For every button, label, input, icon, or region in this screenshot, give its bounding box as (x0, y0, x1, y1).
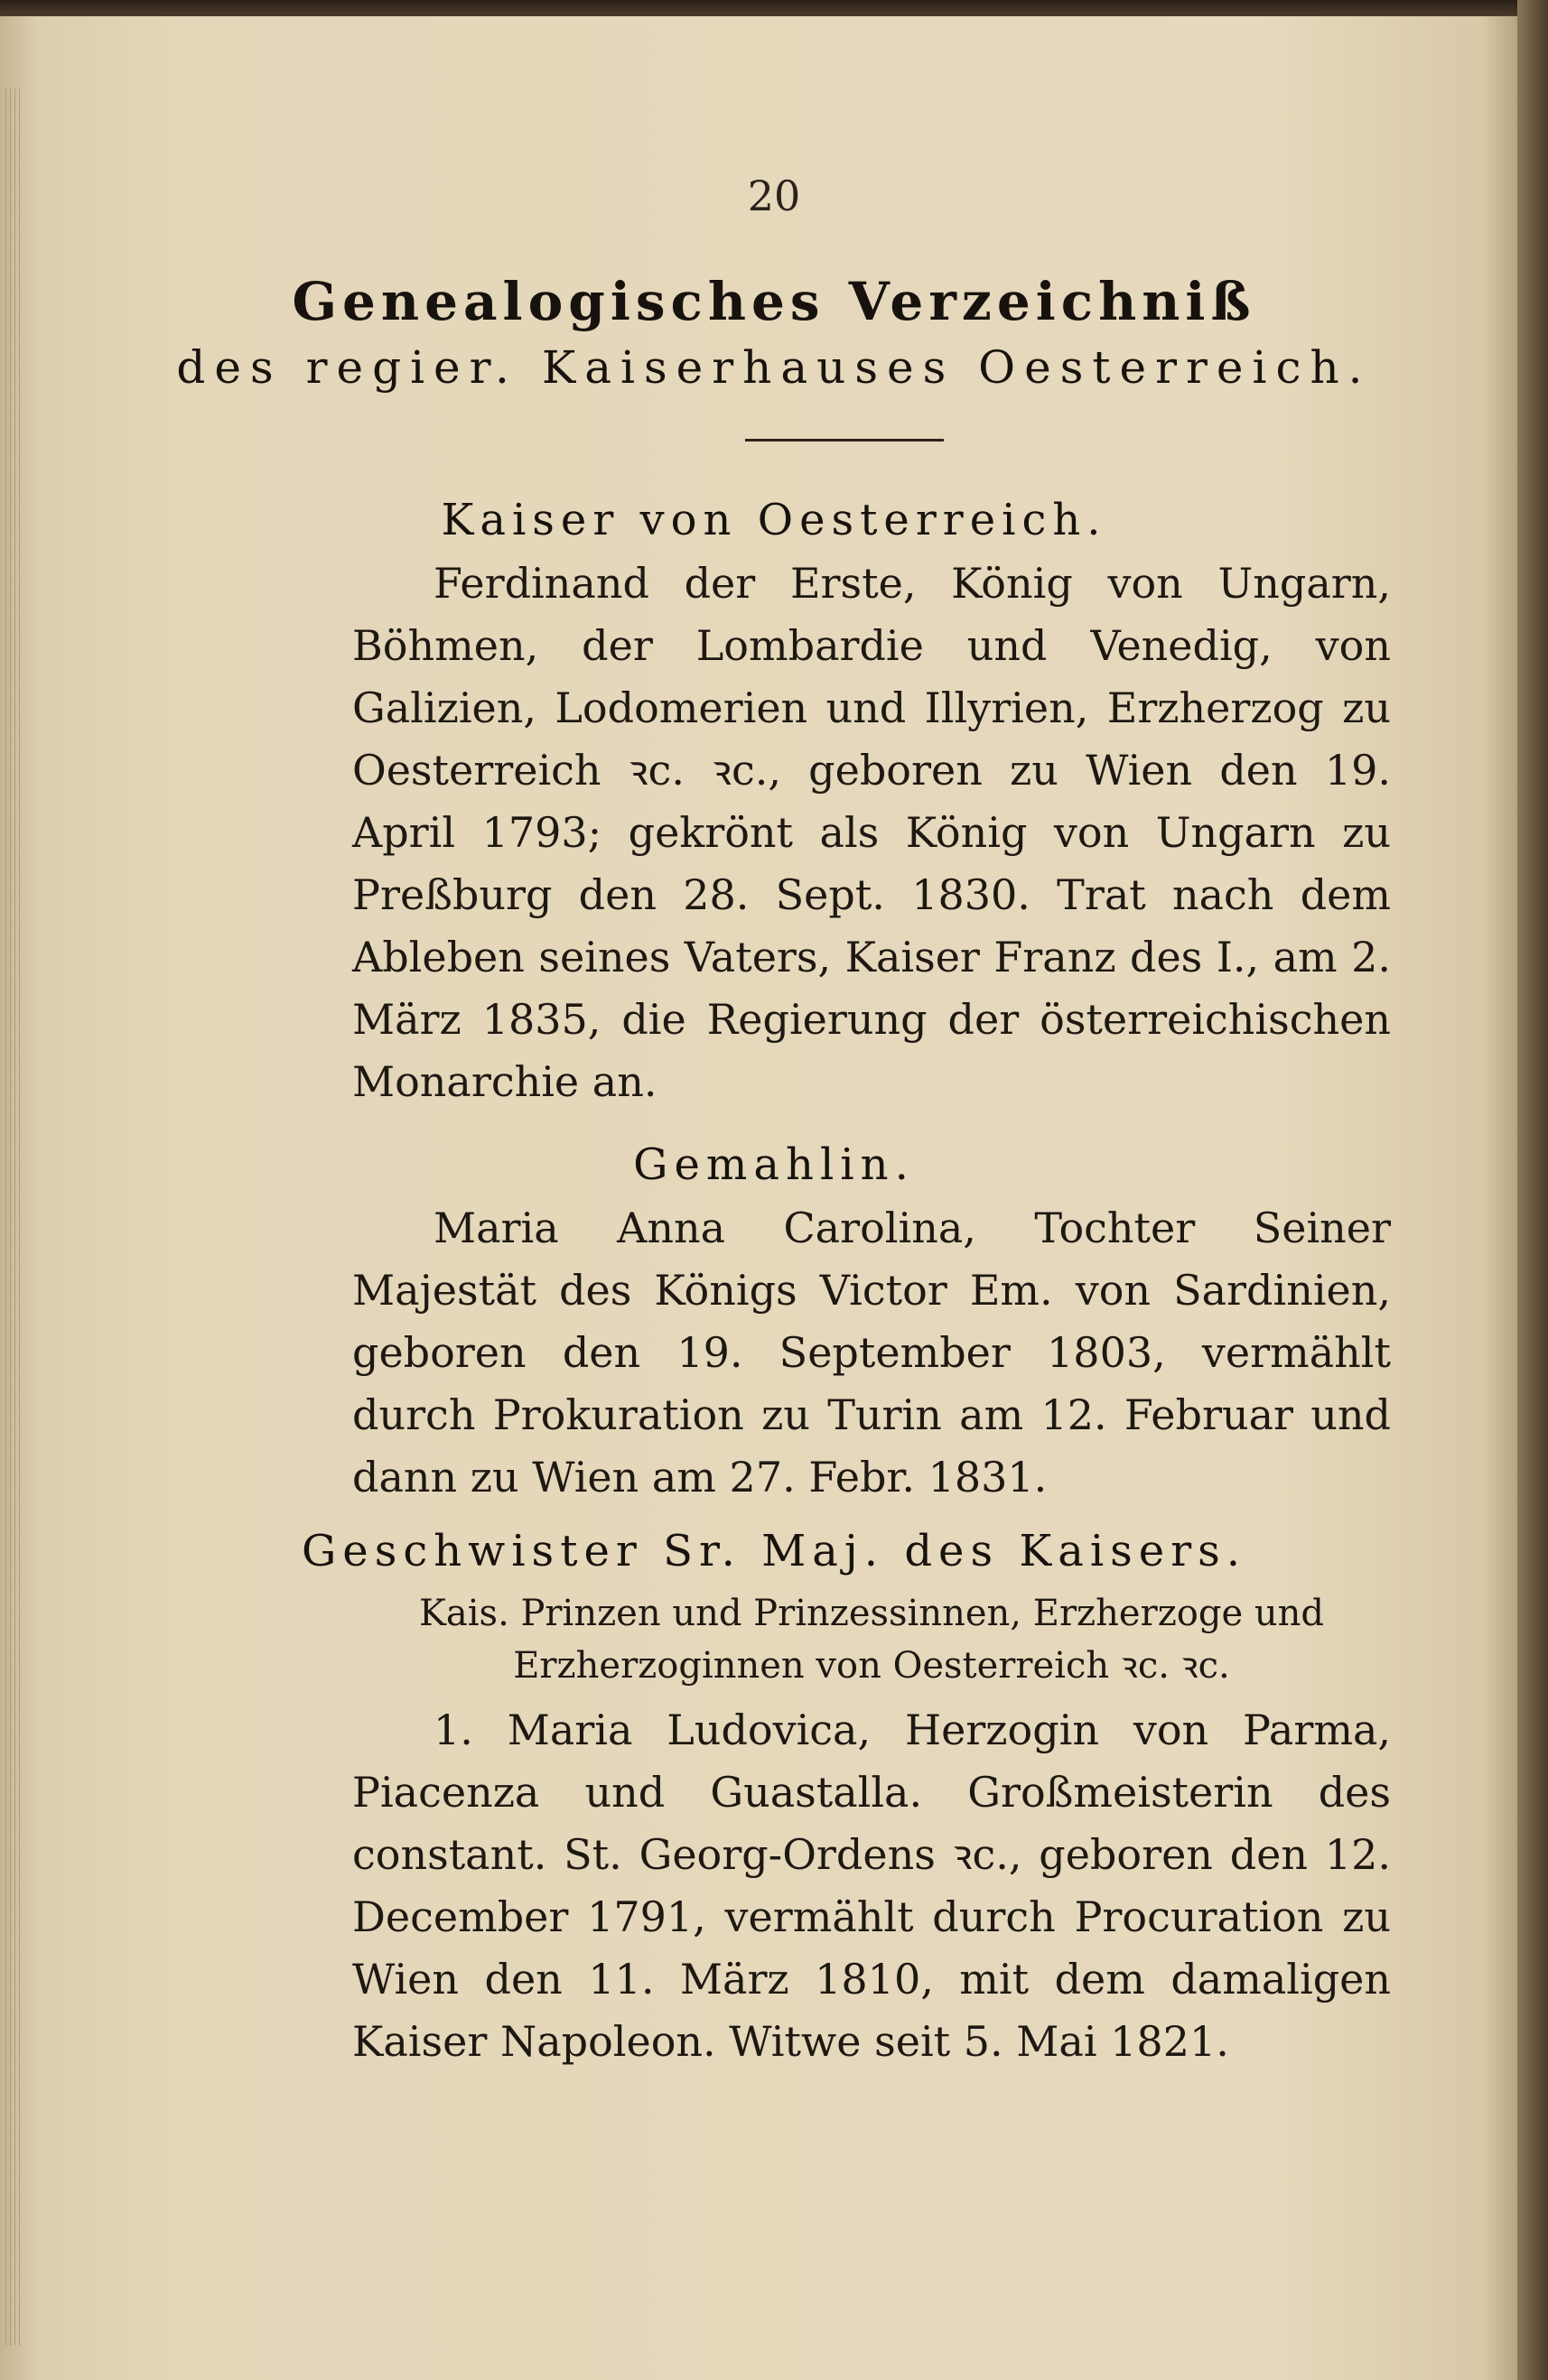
section-heading-kaiser: Kaiser von Oesterreich. (441, 495, 1107, 545)
section-heading-gemahlin: Gemahlin. (633, 1139, 915, 1190)
page-subtitle: des regier. Kaiserhauses Oesterreich. (176, 341, 1372, 394)
section-heading-geschwister: Geschwister Sr. Maj. des Kaisers. (301, 1526, 1247, 1576)
paragraph-gemahlin: Maria Anna Carolina, Tochter Seiner Majestät des Königs Victor Em. von Sardinien, geboren den 19. September 1803, vermählt durch Prokuration zu Turin am 12. Februar und dann zu Wien am 27. Febr. 1831. (352, 1204, 1391, 1501)
list-item-entry-1: 1. Maria Ludovica, Herzogin von Parma, Piacenza und Guastalla. Großmeisterin des constant. St. Georg-Ordens ꝛc., geboren den 12. December 1791, vermählt durch Procuration zu Wien den 11. März 1810, mit dem damaligen Kaiser Napoleon. Witwe seit 5. Mai 1821. (352, 1706, 1391, 2066)
page-number: 20 (747, 172, 801, 220)
page-title: Genealogisches Verzeichniß (292, 271, 1256, 332)
title-divider (745, 439, 944, 442)
page-gutter-lines (5, 88, 23, 2346)
section-subheading-geschwister: Kais. Prinzen und Prinzessinnen, Erzherzoge und Erzherzoginnen von Oesterreich ꝛc. ꝛc. (419, 1593, 1324, 1687)
paragraph-kaiser: Ferdinand der Erste, König von Ungarn, Böhmen, der Lombardie und Venedig, von Galizien, Lodomerien und Illyrien, Erzherzog zu Oesterreich ꝛc. ꝛc., geboren zu Wien den 19. April 1793; gekrönt als König von Ungarn zu Preßburg den 28. Sept. 1830. Trat nach dem Ableben seines Vaters, Kaiser Franz des I., am 2. März 1835, die Regierung der österreichischen Monarchie an. (352, 559, 1391, 1106)
